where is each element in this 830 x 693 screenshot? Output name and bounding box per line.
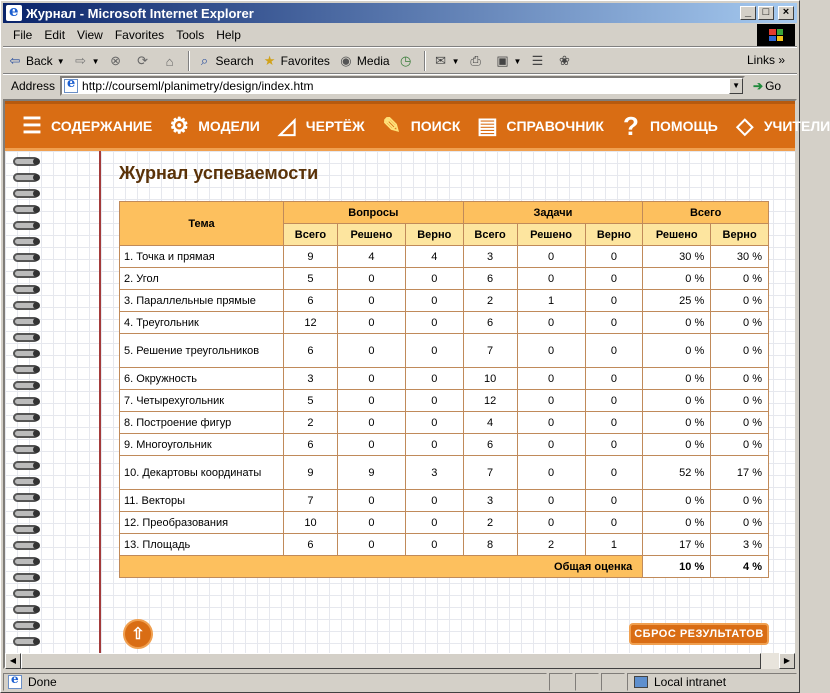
cell-q-correct: 0	[405, 268, 463, 290]
spiral-ring	[7, 589, 45, 599]
cell-q-total: 3	[284, 368, 338, 390]
cell-solved-pct: 0 %	[643, 268, 711, 290]
cell-t-total: 6	[463, 268, 517, 290]
cell-q-correct: 0	[405, 334, 463, 368]
cell-t-solved: 1	[517, 290, 585, 312]
spiral-ring	[7, 285, 45, 295]
edit-dropdown-icon[interactable]: ▼	[513, 56, 522, 66]
windows-logo-icon	[757, 24, 795, 46]
table-row	[120, 534, 769, 556]
cell-t-solved: 0	[517, 334, 585, 368]
cell-correct-pct: 0 %	[711, 434, 769, 456]
messenger-button[interactable]	[552, 50, 579, 72]
history-button[interactable]	[394, 50, 421, 72]
print-icon: ⎙	[470, 53, 481, 68]
graduation-cap-icon: ◇	[736, 113, 754, 138]
mail-icon: ✉	[435, 53, 447, 68]
cell-t-total: 7	[463, 334, 517, 368]
forward-dropdown-icon[interactable]: ▼	[91, 56, 100, 66]
drawing-triangle-icon: ◿	[278, 113, 296, 138]
topic-name: 10. Декартовы координаты	[120, 456, 284, 490]
spiral-binding	[7, 151, 45, 659]
back-dropdown-icon[interactable]: ▼	[56, 56, 65, 66]
notebook-page	[5, 151, 795, 659]
spiral-ring	[7, 477, 45, 487]
contents-icon: ☰	[22, 113, 42, 138]
cell-correct-pct: 17 %	[711, 456, 769, 490]
table-row	[120, 312, 769, 334]
reference-book-icon: ▤	[476, 113, 498, 138]
menu-tools[interactable]: Tools	[176, 28, 205, 42]
scroll-track[interactable]	[21, 653, 779, 669]
cell-q-solved: 0	[337, 434, 405, 456]
cell-correct-pct: 0 %	[711, 512, 769, 534]
topic-name: 11. Векторы	[120, 490, 284, 512]
spiral-ring	[7, 525, 45, 535]
stop-icon: ⊗	[110, 53, 121, 68]
zone-label: Local intranet	[654, 675, 727, 689]
nav-item-search[interactable]	[377, 111, 461, 141]
cell-correct-pct: 0 %	[711, 334, 769, 368]
topic-name: 5. Решение треугольников	[120, 334, 284, 368]
cell-q-correct: 0	[405, 490, 463, 512]
spiral-ring	[7, 621, 45, 631]
table-row	[120, 456, 769, 490]
cell-q-total: 2	[284, 412, 338, 434]
toolbar-separator	[188, 51, 190, 71]
topic-name: 2. Угол	[120, 268, 284, 290]
page-done-icon	[8, 675, 22, 689]
nav-label: ПОМОЩЬ	[649, 118, 718, 134]
cell-q-correct: 0	[405, 434, 463, 456]
spiral-ring	[7, 445, 45, 455]
cell-solved-pct: 25 %	[643, 290, 711, 312]
nav-item-reference[interactable]	[472, 111, 604, 141]
search-button[interactable]	[193, 50, 258, 72]
cell-q-solved: 0	[337, 390, 405, 412]
table-row	[120, 390, 769, 412]
cell-q-correct: 0	[405, 412, 463, 434]
refresh-icon: ⟳	[137, 53, 148, 68]
toolbar-separator	[424, 51, 426, 71]
security-zone	[627, 673, 797, 691]
cell-q-correct: 0	[405, 512, 463, 534]
cell-q-total: 7	[284, 490, 338, 512]
cell-t-total: 6	[463, 434, 517, 456]
cell-q-solved: 0	[337, 412, 405, 434]
go-arrow-icon: ➔	[753, 79, 764, 93]
back-button[interactable]	[3, 50, 69, 72]
cell-q-total: 5	[284, 268, 338, 290]
topic-name: 1. Точка и прямая	[120, 246, 284, 268]
menu-help[interactable]: Help	[216, 28, 241, 42]
margin-line	[99, 151, 101, 659]
cell-solved-pct: 0 %	[643, 390, 711, 412]
menu-bar	[3, 25, 753, 45]
spiral-ring	[7, 461, 45, 471]
site-nav-bar	[5, 101, 830, 151]
forward-button[interactable]	[69, 50, 104, 72]
discuss-button[interactable]	[525, 50, 552, 72]
spiral-ring	[7, 157, 45, 167]
cell-correct-pct: 3 %	[711, 534, 769, 556]
cell-correct-pct: 0 %	[711, 390, 769, 412]
nav-label: ЧЕРТЁЖ	[305, 118, 365, 134]
nav-item-models[interactable]	[164, 111, 260, 141]
cell-t-correct: 0	[585, 434, 643, 456]
cell-q-total: 9	[284, 246, 338, 268]
favorites-button[interactable]	[258, 50, 334, 72]
cell-correct-pct: 0 %	[711, 290, 769, 312]
cell-correct-pct: 0 %	[711, 312, 769, 334]
spiral-ring	[7, 173, 45, 183]
cell-correct-pct: 0 %	[711, 368, 769, 390]
spiral-ring	[7, 301, 45, 311]
topic-name: 7. Четырехугольник	[120, 390, 284, 412]
spiral-ring	[7, 541, 45, 551]
total-correct: 4 %	[711, 556, 769, 578]
cell-t-total: 7	[463, 456, 517, 490]
address-label: Address	[11, 79, 56, 93]
cell-t-solved: 0	[517, 456, 585, 490]
cell-q-total: 6	[284, 334, 338, 368]
cell-solved-pct: 0 %	[643, 334, 711, 368]
cell-t-correct: 0	[585, 390, 643, 412]
cell-q-solved: 0	[337, 290, 405, 312]
subheader: Всего	[463, 224, 517, 246]
cell-q-total: 9	[284, 456, 338, 490]
cell-t-solved: 0	[517, 268, 585, 290]
forward-arrow-icon: ⇨	[75, 53, 87, 68]
intranet-zone-icon	[634, 676, 648, 688]
cell-q-solved: 0	[337, 534, 405, 556]
subheader: Всего	[284, 224, 338, 246]
cell-q-correct: 0	[405, 534, 463, 556]
table-row	[120, 512, 769, 534]
cell-q-total: 5	[284, 390, 338, 412]
minimize-button[interactable]: _	[740, 6, 756, 20]
cell-correct-pct: 30 %	[711, 246, 769, 268]
scroll-up-button[interactable]	[123, 619, 153, 649]
menu-view[interactable]: View	[77, 28, 103, 42]
back-arrow-icon: ⇦	[9, 53, 21, 68]
cell-t-solved: 0	[517, 390, 585, 412]
spiral-ring	[7, 605, 45, 615]
spiral-ring	[7, 397, 45, 407]
nav-item-help[interactable]	[616, 111, 718, 141]
search-icon: ⌕	[200, 53, 209, 68]
cell-q-correct: 0	[405, 312, 463, 334]
cell-t-correct: 0	[585, 512, 643, 534]
status-cell	[601, 673, 625, 691]
spiral-ring	[7, 333, 45, 343]
home-icon: ⌂	[165, 53, 174, 69]
cell-solved-pct: 0 %	[643, 312, 711, 334]
spiral-ring	[7, 269, 45, 279]
ie-logo-icon	[6, 5, 22, 21]
cell-q-solved: 0	[337, 268, 405, 290]
cell-t-total: 2	[463, 512, 517, 534]
cell-t-solved: 0	[517, 312, 585, 334]
nav-label: МОДЕЛИ	[198, 118, 260, 134]
subheader: Верно	[585, 224, 643, 246]
cell-correct-pct: 0 %	[711, 412, 769, 434]
cell-t-solved: 0	[517, 512, 585, 534]
cell-q-total: 12	[284, 312, 338, 334]
mail-button[interactable]	[429, 50, 464, 72]
discuss-icon: ☰	[531, 53, 544, 68]
cell-solved-pct: 0 %	[643, 434, 711, 456]
status-cell	[575, 673, 599, 691]
cell-solved-pct: 17 %	[643, 534, 711, 556]
spiral-ring	[7, 221, 45, 231]
cell-t-total: 3	[463, 246, 517, 268]
cell-q-total: 6	[284, 534, 338, 556]
cell-t-correct: 0	[585, 368, 643, 390]
cell-t-correct: 0	[585, 412, 643, 434]
spiral-ring	[7, 637, 45, 647]
status-text-cell	[3, 673, 547, 691]
nav-item-contents[interactable]	[17, 111, 152, 141]
reset-results-button[interactable]: СБРОС РЕЗУЛЬТАТОВ	[629, 623, 769, 645]
go-button[interactable]	[753, 79, 781, 93]
menu-file[interactable]: File	[13, 28, 33, 42]
topic-name: 4. Треугольник	[120, 312, 284, 334]
mail-dropdown-icon[interactable]: ▼	[451, 56, 460, 66]
favorites-star-icon: ★	[263, 53, 276, 68]
subheader: Решено	[517, 224, 585, 246]
nav-label: ПОИСК	[410, 118, 461, 134]
cell-solved-pct: 0 %	[643, 512, 711, 534]
cell-q-correct: 3	[405, 456, 463, 490]
table-row	[120, 268, 769, 290]
nav-label: УЧИТЕЛИ	[763, 118, 830, 134]
cell-solved-pct: 0 %	[643, 490, 711, 512]
cell-t-solved: 0	[517, 368, 585, 390]
up-arrow-icon: ⇧	[131, 626, 145, 643]
links-button[interactable]: Links »	[747, 53, 785, 67]
spiral-ring	[7, 189, 45, 199]
address-dropdown-icon[interactable]: ▼	[729, 78, 743, 94]
edit-button[interactable]	[491, 50, 526, 72]
edit-page-icon: ▣	[496, 53, 509, 68]
spiral-ring	[7, 413, 45, 423]
cell-q-total: 10	[284, 512, 338, 534]
cell-t-total: 8	[463, 534, 517, 556]
cell-t-solved: 0	[517, 490, 585, 512]
table-row	[120, 434, 769, 456]
cell-t-total: 2	[463, 290, 517, 312]
cell-t-solved: 0	[517, 412, 585, 434]
cell-q-correct: 0	[405, 290, 463, 312]
address-url[interactable]: http://courseml/planimetry/design/index.htm	[82, 79, 314, 93]
subheader: Верно	[711, 224, 769, 246]
cell-t-correct: 0	[585, 334, 643, 368]
topic-name: 6. Окружность	[120, 368, 284, 390]
search-label: Search	[215, 54, 254, 68]
cell-q-total: 6	[284, 290, 338, 312]
table-row	[120, 490, 769, 512]
cell-q-correct: 0	[405, 368, 463, 390]
stop-button[interactable]	[104, 50, 131, 72]
status-text: Done	[28, 675, 57, 689]
topic-name: 8. Построение фигур	[120, 412, 284, 434]
spiral-ring	[7, 237, 45, 247]
table-row	[120, 246, 769, 268]
cell-t-solved: 0	[517, 246, 585, 268]
address-field[interactable]	[60, 76, 745, 96]
media-icon: ◉	[340, 53, 352, 68]
topic-name: 12. Преобразования	[120, 512, 284, 534]
table-row	[120, 412, 769, 434]
cell-t-correct: 0	[585, 268, 643, 290]
search-notes-icon: ✎	[382, 113, 401, 138]
total-label: Общая оценка	[120, 556, 643, 578]
spiral-ring	[7, 557, 45, 567]
table-row	[120, 334, 769, 368]
maximize-button[interactable]: □	[758, 6, 774, 20]
subheader: Решено	[337, 224, 405, 246]
topic-name: 9. Многоугольник	[120, 434, 284, 456]
menu-favorites[interactable]: Favorites	[114, 28, 165, 42]
cell-t-total: 6	[463, 312, 517, 334]
header-overall: Всего	[643, 202, 769, 224]
header-topic: Тема	[120, 202, 284, 246]
spiral-ring	[7, 573, 45, 583]
topic-name: 3. Параллельные прямые	[120, 290, 284, 312]
cell-t-solved: 0	[517, 434, 585, 456]
menu-edit[interactable]: Edit	[44, 28, 66, 42]
cell-solved-pct: 0 %	[643, 412, 711, 434]
print-button[interactable]	[464, 50, 491, 72]
grades-table	[119, 201, 769, 578]
cell-correct-pct: 0 %	[711, 490, 769, 512]
cell-t-total: 4	[463, 412, 517, 434]
total-row	[120, 556, 769, 578]
topic-name: 13. Площадь	[120, 534, 284, 556]
window-title: Журнал - Microsoft Internet Explorer	[26, 5, 254, 21]
cell-t-correct: 0	[585, 312, 643, 334]
cell-solved-pct: 0 %	[643, 368, 711, 390]
cell-q-solved: 0	[337, 334, 405, 368]
cell-q-solved: 4	[337, 246, 405, 268]
nav-label: СПРАВОЧНИК	[506, 118, 604, 134]
refresh-button[interactable]	[131, 50, 158, 72]
home-button[interactable]	[158, 50, 185, 72]
nav-label: СОДЕРЖАНИЕ	[51, 118, 153, 134]
scroll-right-icon[interactable]: ▶	[779, 653, 795, 669]
header-questions: Вопросы	[284, 202, 464, 224]
history-icon: ◷	[399, 53, 412, 68]
nav-item-drawing[interactable]	[272, 111, 365, 141]
status-bar	[3, 672, 797, 692]
cell-q-correct: 4	[405, 246, 463, 268]
cell-q-solved: 0	[337, 490, 405, 512]
cell-q-correct: 0	[405, 390, 463, 412]
gears-icon: ⚙	[169, 113, 190, 138]
cell-t-total: 10	[463, 368, 517, 390]
scroll-thumb[interactable]	[21, 653, 761, 669]
address-bar	[3, 75, 797, 97]
title-bar	[3, 3, 797, 23]
question-icon: ?	[623, 110, 639, 141]
spiral-ring	[7, 509, 45, 519]
subheader: Решено	[643, 224, 711, 246]
go-label: Go	[765, 79, 782, 93]
table-row	[120, 290, 769, 312]
media-button[interactable]	[334, 50, 394, 72]
spiral-ring	[7, 381, 45, 391]
table-row	[120, 368, 769, 390]
cell-t-correct: 1	[585, 534, 643, 556]
spiral-ring	[7, 253, 45, 263]
horizontal-scrollbar[interactable]	[5, 653, 795, 669]
cell-q-solved: 0	[337, 512, 405, 534]
spiral-ring	[7, 365, 45, 375]
cell-q-total: 6	[284, 434, 338, 456]
cell-t-solved: 2	[517, 534, 585, 556]
cell-t-total: 12	[463, 390, 517, 412]
spiral-ring	[7, 205, 45, 215]
cell-q-solved: 0	[337, 312, 405, 334]
page-viewport	[3, 99, 830, 669]
cell-q-solved: 0	[337, 368, 405, 390]
cell-t-correct: 0	[585, 456, 643, 490]
page-icon	[64, 79, 78, 93]
cell-t-correct: 0	[585, 246, 643, 268]
page-title: Журнал успеваемости	[119, 163, 319, 183]
close-button[interactable]: ×	[778, 6, 794, 20]
cell-correct-pct: 0 %	[711, 268, 769, 290]
scroll-left-icon[interactable]: ◀	[5, 653, 21, 669]
cell-t-correct: 0	[585, 290, 643, 312]
cell-solved-pct: 30 %	[643, 246, 711, 268]
header-tasks: Задачи	[463, 202, 643, 224]
total-solved: 10 %	[643, 556, 711, 578]
spiral-ring	[7, 493, 45, 503]
nav-item-teachers[interactable]	[730, 111, 830, 141]
cell-t-total: 3	[463, 490, 517, 512]
subheader: Верно	[405, 224, 463, 246]
media-label: Media	[356, 54, 390, 68]
favorites-label: Favorites	[280, 54, 330, 68]
cell-q-solved: 9	[337, 456, 405, 490]
spiral-ring	[7, 429, 45, 439]
messenger-icon: ❀	[559, 53, 570, 68]
back-label: Back	[26, 54, 53, 68]
standard-toolbar	[3, 49, 753, 73]
menu-separator	[3, 46, 797, 48]
spiral-ring	[7, 317, 45, 327]
status-cell	[549, 673, 573, 691]
spiral-ring	[7, 349, 45, 359]
cell-t-correct: 0	[585, 490, 643, 512]
cell-solved-pct: 52 %	[643, 456, 711, 490]
